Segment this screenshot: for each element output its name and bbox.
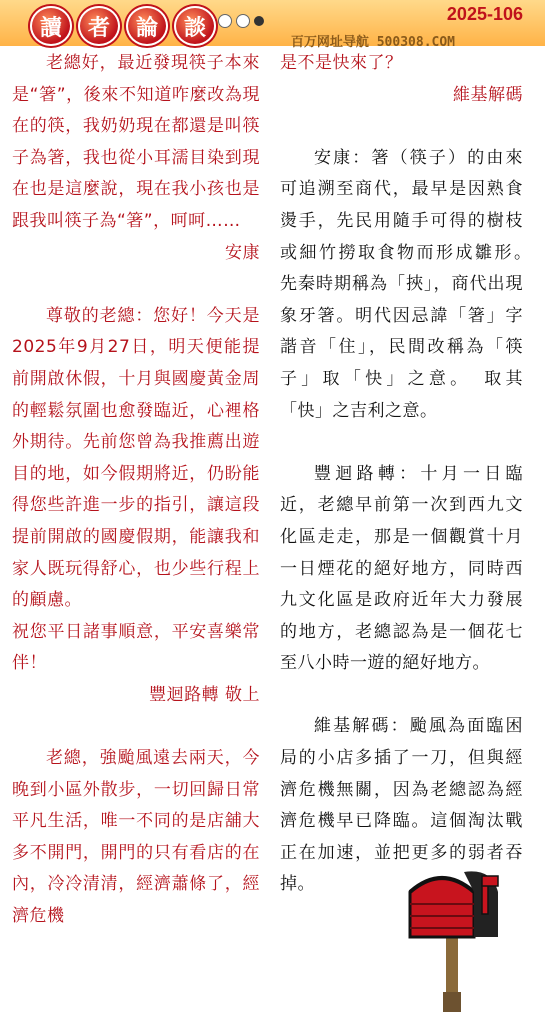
site-watermark: 百万网址导航 500308.COM (290, 35, 455, 50)
readers-letters-column (12, 48, 260, 933)
column-title (30, 6, 216, 46)
letter-signature: 維基解碼 (453, 84, 523, 105)
title-char: 論 (126, 6, 168, 46)
issue-number: 2025-106 (446, 4, 523, 24)
dot-icon (254, 16, 264, 26)
masthead (0, 0, 545, 50)
letter-body: 老總，強颱風遠去兩天，今晚到小區外散步，一切回歸日常平凡生活，唯一不同的是店舖大多不開門，開門的只有看店的在內，冷冷清清，經濟蕭條了，經濟危機 (12, 748, 260, 927)
letter-body: 老總好，最近發現筷子本來是“箸”，後來不知道咋麼改為現在的筷，我奶奶現在都還是叫筷子為箸，我也從小耳濡目染到現在也是這麼說，現在我小孩也是跟我叫筷子為“箸”，呵呵…… (12, 53, 260, 231)
dot-icon (218, 14, 232, 28)
editor-reply: 安康：箸（筷子）的由來可追溯至商代，最早是因熟食燙手，先民用隨手可得的樹枝或細竹撈取食物而形成雛形。 先秦時期稱為「挾」，商代出現象牙箸。明代因忌諱「箸」字諧音「住」，民間改稱為「筷子」取「快」之意。 取其「快」之吉利之意。 (280, 147, 541, 421)
letter-body: 尊敬的老總：您好！今天是2025年9月27日，明天便能提前開啟休假，十月與國慶黃金周的輕鬆氛圍也愈發臨近，心裡格外期待。先前您曾為我推薦出遊目的地，如今假期將近，仍盼能得您些許進一步的指引，讓這段提前開啟的國慶假期，能讓我和家人既玩得舒心，也少些行程上的顧慮。 (12, 305, 260, 611)
title-char: 者 (78, 6, 120, 46)
editor-reply: 豐迴路轉：十月一日臨近，老總早前第一次到西九文化區走走，那是一個觀賞十月一日煙花的絕好地方，同時西九文化區是政府近年大力發展的地方，老總認為是一個花七至八小時一遊的絕好地方。 (280, 463, 523, 674)
editor-replies-column (280, 48, 541, 901)
decorative-dots (218, 14, 264, 28)
letter-signature: 豐迴路轉 敬上 (149, 684, 260, 705)
mailbox-icon (402, 862, 502, 1012)
dot-icon (236, 14, 250, 28)
letter-closing: 祝您平日諸事順意，平安喜樂常伴！ (12, 621, 260, 674)
title-char: 讀 (30, 6, 72, 46)
editor-reply: 維基解碼：颱風為面臨困局的小店多插了一刀，但與經濟危機無關，因為老總認為經濟危機早已降臨。這個淘汰戰正在加速，並把更多的弱者吞掉。 (280, 716, 523, 895)
letter-body: 是不是快來了？ (280, 53, 403, 73)
title-char: 談 (174, 6, 216, 46)
letter-signature: 安康 (225, 242, 260, 263)
